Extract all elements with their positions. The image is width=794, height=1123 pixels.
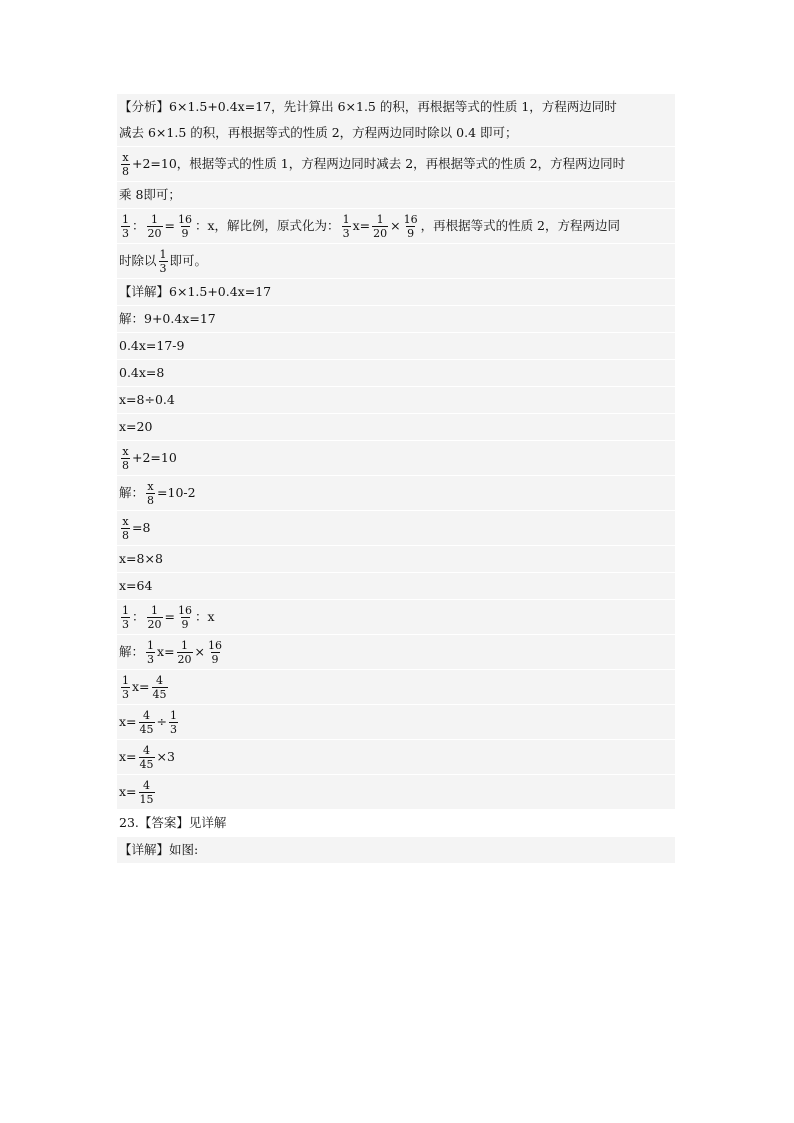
solution-step <box>117 360 675 387</box>
step-text: ×3 <box>156 749 175 764</box>
x-equals: x= <box>119 714 137 729</box>
analysis-label: 【分析】 <box>119 99 170 114</box>
detail-heading <box>117 279 675 306</box>
solution-step <box>117 414 675 441</box>
step-text: x=8×8 <box>119 551 163 566</box>
fraction: $\frac{1}{3}$ <box>122 674 129 701</box>
x-equals: x= <box>119 784 137 799</box>
solution-step <box>117 670 675 705</box>
step-text: x=64 <box>119 578 153 593</box>
fraction: $\frac{1}{20}$ <box>177 639 192 666</box>
colon-sign: ： <box>132 609 145 624</box>
solution-step <box>117 476 675 511</box>
analysis-text: ：x，解比例，原式化为： <box>195 218 340 233</box>
solution-step <box>117 333 675 360</box>
divide-sign: ÷ <box>156 714 168 729</box>
fraction: $\frac{1}{3}$ <box>122 213 129 240</box>
detail-label: 【详解】 <box>119 842 170 857</box>
analysis-text: 时除以 <box>119 253 157 268</box>
step-text: x=8÷0.4 <box>119 392 175 407</box>
step-text: 解：9+0.4x=17 <box>119 311 216 326</box>
answer-document <box>117 94 675 864</box>
equals-sign: = <box>164 218 175 233</box>
step-prefix: 解： <box>119 485 145 500</box>
analysis-text: 减去 6×1.5 的积，再根据等式的性质 2，方程两边同时除以 0.4 即可； <box>119 125 518 140</box>
analysis-paragraph-3-cont <box>117 244 675 279</box>
equals-sign: = <box>164 609 175 624</box>
analysis-paragraph-3 <box>117 209 675 244</box>
solution-step <box>117 740 675 775</box>
x-equals: x= <box>157 644 175 659</box>
solution-step <box>117 546 675 573</box>
x-equals: x= <box>132 679 150 694</box>
analysis-text: ，再根据等式的性质 2，方程两边同 <box>420 218 621 233</box>
fraction: $\frac{16}{9}$ <box>403 213 418 240</box>
analysis-text: +2=10，根据等式的性质 1，方程两边同时减去 2，再根据等式的性质 2，方程两边同时 <box>132 156 626 171</box>
analysis-paragraph-1 <box>117 94 675 147</box>
solution-step <box>117 775 675 810</box>
x-equals: x= <box>119 749 137 764</box>
solution-step <box>117 635 675 670</box>
fraction: $\frac{1}{3}$ <box>122 604 129 631</box>
step-text: ：x <box>195 609 215 624</box>
analysis-paragraph-2-cont <box>117 182 675 209</box>
answer-line: 23.【答案】见详解 <box>119 815 227 830</box>
fraction: $\frac{x}{8}$ <box>122 445 129 472</box>
fraction: $\frac{16}{9}$ <box>178 213 192 240</box>
equation: 6×1.5+0.4x=17 <box>169 284 272 299</box>
x-equals: x= <box>352 218 371 233</box>
solution-step <box>117 705 675 740</box>
step-text: 0.4x=17-9 <box>119 338 185 353</box>
fraction: $\frac{x}{8}$ <box>122 515 129 542</box>
question-23-detail <box>117 837 675 864</box>
fraction: $\frac{4}{45}$ <box>139 709 154 736</box>
step-text: x=20 <box>119 419 153 434</box>
step-text: =8 <box>132 520 151 535</box>
step-prefix: 解： <box>119 644 145 659</box>
fraction: $\frac{x}{8}$ <box>122 151 129 178</box>
fraction: $\frac{1}{3}$ <box>170 709 178 736</box>
analysis-text: 乘 8即可； <box>119 187 181 202</box>
colon-sign: ： <box>132 218 145 233</box>
fraction: $\frac{4}{45}$ <box>152 674 167 701</box>
question-23-answer <box>117 810 675 837</box>
step-text: 0.4x=8 <box>119 365 165 380</box>
detail-text: 如图: <box>169 842 199 857</box>
fraction: $\frac{1}{3}$ <box>342 213 350 240</box>
times-sign: × <box>194 644 206 659</box>
fraction: $\frac{x}{8}$ <box>147 480 155 507</box>
analysis-text: 即可。 <box>169 253 208 268</box>
times-sign: × <box>390 218 401 233</box>
solution-step <box>117 511 675 546</box>
fraction: $\frac{16}{9}$ <box>208 639 223 666</box>
fraction: $\frac{4}{15}$ <box>139 779 154 806</box>
fraction: $\frac{1}{3}$ <box>159 248 167 275</box>
analysis-paragraph-2 <box>117 147 675 182</box>
step-text: +2=10 <box>132 450 177 465</box>
solution-step <box>117 387 675 414</box>
fraction: $\frac{1}{20}$ <box>147 604 162 631</box>
solution-step <box>117 573 675 600</box>
fraction: $\frac{4}{45}$ <box>139 744 154 771</box>
fraction: $\frac{1}{20}$ <box>373 213 388 240</box>
analysis-text: 6×1.5+0.4x=17，先计算出 6×1.5 的积，再根据等式的性质 1，方程两边同时 <box>169 99 617 114</box>
detail-label: 【详解】 <box>119 284 170 299</box>
fraction: $\frac{1}{3}$ <box>147 639 155 666</box>
fraction: $\frac{1}{20}$ <box>147 213 162 240</box>
equation-row <box>117 600 675 635</box>
solution-step <box>117 306 675 333</box>
step-text: =10-2 <box>157 485 196 500</box>
fraction: $\frac{16}{9}$ <box>178 604 192 631</box>
equation-row <box>117 441 675 476</box>
